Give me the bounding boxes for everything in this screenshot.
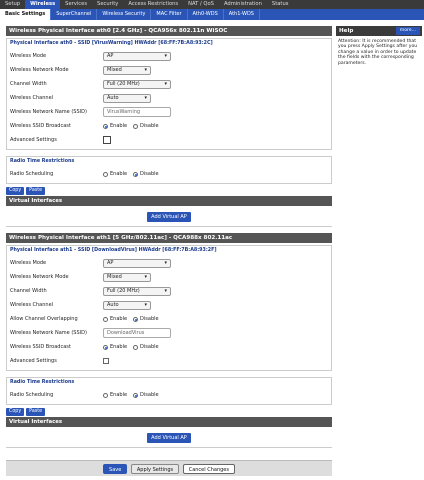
more-button[interactable]: more... (396, 27, 420, 35)
add-virtual-ap-button[interactable]: Add Virtual AP (147, 212, 191, 222)
radio-restrictions-title: Radio Time Restrictions (10, 159, 75, 164)
save-button[interactable]: Save (103, 464, 127, 474)
channel-select[interactable]: Auto ▾ (103, 301, 151, 310)
tab-nat-qos[interactable]: NAT / QoS (188, 1, 214, 7)
tab-status[interactable]: Status (271, 1, 289, 7)
tab-security[interactable]: Security (97, 1, 119, 7)
cancel-changes-button[interactable]: Cancel Changes (183, 464, 235, 474)
radio-dot (133, 393, 138, 398)
paste-button[interactable]: Paste (26, 408, 45, 416)
channel-width-select[interactable]: Full (20 MHz) ▾ (103, 80, 171, 89)
chevron-down-icon: ▾ (144, 66, 147, 73)
copy-button[interactable]: Copy (6, 408, 24, 416)
radio-dot (103, 345, 108, 350)
main-content (6, 26, 332, 448)
broadcast-disable-radio[interactable]: Disable (133, 344, 159, 350)
iface1-box (6, 245, 332, 371)
radio-dot (133, 317, 138, 322)
channel-width-select[interactable]: Full (20 MHz) ▾ (103, 287, 171, 296)
add-virtual-ap-button[interactable]: Add Virtual AP (147, 433, 191, 443)
help-panel (336, 26, 422, 69)
footer-bar (6, 460, 332, 476)
label: Wireless SSID Broadcast (10, 123, 71, 129)
help-text: Attention: It is recommended that you press Apply Settings after you change a value in order to update the fields with the corresponding parameters. (338, 39, 418, 66)
chevron-down-icon: ▾ (144, 94, 147, 101)
top-navigation (0, 0, 424, 9)
overlap-disable-radio[interactable]: Disable (133, 316, 159, 322)
broadcast-disable-radio[interactable]: Disable (133, 123, 159, 129)
chevron-down-icon: ▾ (164, 259, 167, 266)
virtual-interfaces-header: Virtual Interfaces (6, 417, 332, 427)
copy-button[interactable]: Copy (6, 187, 24, 195)
paste-button[interactable]: Paste (26, 187, 45, 195)
radio-dot (103, 124, 108, 129)
chevron-down-icon: ▾ (164, 287, 167, 294)
subtab-basic-settings[interactable]: Basic Settings (0, 9, 51, 20)
radio-restrictions-title: Radio Time Restrictions (10, 380, 75, 385)
label: Wireless Mode (10, 53, 47, 59)
iface0-radio-box (6, 156, 332, 184)
label: Radio Scheduling (10, 171, 54, 177)
iface1-subtitle: Physical Interface ath1 - SSID [DownloadVirus] HWAddr [68:FF:7B:A8:93:2F] (10, 248, 217, 253)
wireless-mode-select[interactable]: AP ▾ (103, 259, 171, 268)
schedule-enable-radio[interactable]: Enable (103, 392, 127, 398)
subtab-ath1-wds[interactable]: Ath1-WDS (224, 9, 260, 20)
tab-setup[interactable]: Setup (5, 1, 21, 7)
overlap-enable-radio[interactable]: Enable (103, 316, 127, 322)
schedule-disable-radio[interactable]: Disable (133, 392, 159, 398)
iface1-header: Wireless Physical Interface ath1 [5 GHz/802.11ac] - QCA988x 802.11ac (6, 233, 332, 243)
tab-wireless[interactable]: Wireless (25, 0, 60, 9)
tab-services[interactable]: Services (65, 1, 88, 7)
label: Wireless Channel (10, 95, 54, 101)
label: Channel Width (10, 288, 47, 294)
radio-dot (133, 345, 138, 350)
wireless-mode-select[interactable]: AP ▾ (103, 52, 171, 61)
label: Advanced Settings (10, 358, 57, 364)
radio-dot (103, 317, 108, 322)
channel-select[interactable]: Auto ▾ (103, 94, 151, 103)
schedule-disable-radio[interactable]: Disable (133, 171, 159, 177)
virtual-interfaces-header: Virtual Interfaces (6, 196, 332, 206)
subtab-superchannel[interactable]: SuperChannel (51, 9, 97, 20)
sub-navigation (0, 9, 424, 20)
network-mode-select[interactable]: Mixed ▾ (103, 66, 151, 75)
label: Allow Channel Overlapping (10, 316, 78, 322)
subtab-ath0-wds[interactable]: Ath0-WDS (188, 9, 224, 20)
help-title: Help (339, 28, 354, 34)
iface1-radio-box (6, 377, 332, 405)
tab-access-restrictions[interactable]: Access Restrictions (128, 1, 179, 7)
label: Radio Scheduling (10, 392, 54, 398)
label: Wireless Network Name (SSID) (10, 109, 87, 115)
label: Wireless Mode (10, 260, 47, 266)
label: Advanced Settings (10, 137, 57, 143)
label: Wireless Network Mode (10, 274, 69, 280)
radio-dot (133, 172, 138, 177)
network-mode-select[interactable]: Mixed ▾ (103, 273, 151, 282)
chevron-down-icon: ▾ (164, 52, 167, 59)
schedule-enable-radio[interactable]: Enable (103, 171, 127, 177)
iface0-subtitle: Physical Interface ath0 - SSID [VirusWarning] HWAddr [68:FF:7B:A8:93:2C] (10, 41, 213, 46)
subtab-mac-filter[interactable]: MAC Filter (151, 9, 187, 20)
label: Channel Width (10, 81, 47, 87)
chevron-down-icon: ▾ (144, 273, 147, 280)
chevron-down-icon: ▾ (144, 301, 147, 308)
subtab-wireless-security[interactable]: Wireless Security (97, 9, 151, 20)
apply-settings-button[interactable]: Apply Settings (131, 464, 179, 474)
tab-administration[interactable]: Administration (223, 1, 262, 7)
iface0-box (6, 38, 332, 150)
chevron-down-icon: ▾ (164, 80, 167, 87)
broadcast-enable-radio[interactable]: Enable (103, 123, 127, 129)
ssid-input[interactable]: DownloadVirus (103, 328, 171, 338)
label: Wireless Network Mode (10, 67, 69, 73)
radio-dot (133, 124, 138, 129)
advanced-settings-checkbox[interactable] (103, 136, 111, 144)
radio-dot (103, 393, 108, 398)
radio-dot (103, 172, 108, 177)
advanced-settings-checkbox[interactable] (103, 358, 109, 364)
iface0-header: Wireless Physical Interface ath0 [2.4 GHz] - QCA956x 802.11n WiSOC (6, 26, 332, 36)
label: Wireless SSID Broadcast (10, 344, 71, 350)
ssid-input[interactable]: VirusWarning (103, 107, 171, 117)
broadcast-enable-radio[interactable]: Enable (103, 344, 127, 350)
label: Wireless Channel (10, 302, 54, 308)
label: Wireless Network Name (SSID) (10, 330, 87, 336)
